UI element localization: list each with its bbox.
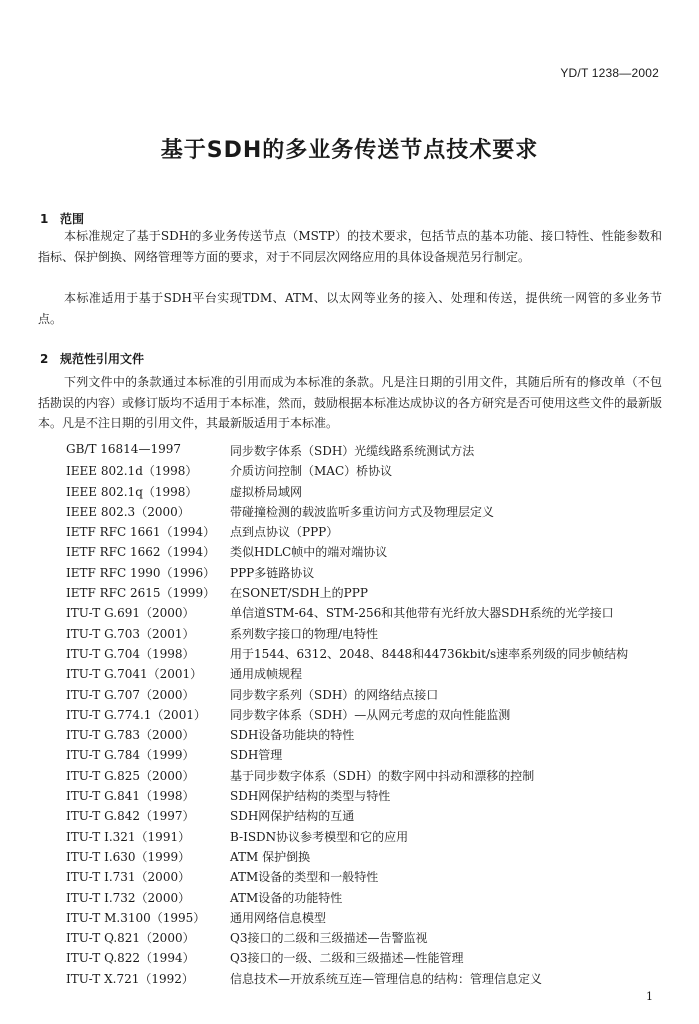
- reference-title: ATM 保护倒换: [230, 849, 311, 864]
- reference-title: 点到点协议（PPP）: [230, 525, 339, 540]
- reference-item: [66, 909, 666, 929]
- reference-code: ITU-T G.842（1997）: [66, 809, 195, 824]
- reference-code: ITU-T G.783（2000）: [66, 728, 195, 743]
- reference-title: 同步数字系列（SDH）的网络结点接口: [230, 687, 439, 702]
- reference-item: [66, 787, 666, 807]
- document-title: 基于SDH的多业务传送节点技术要求: [160, 138, 539, 163]
- reference-title: SDH设备功能块的特性: [230, 728, 355, 743]
- reference-title: 虚拟桥局域网: [230, 484, 303, 499]
- reference-title: 类似HDLC帧中的端对端协议: [230, 545, 388, 560]
- reference-title: Q3接口的一级、二级和三级描述—性能管理: [230, 951, 464, 966]
- reference-title: 同步数字体系（SDH）—从网元考虑的双向性能监测: [230, 707, 511, 722]
- reference-code: ITU-T G.774.1（2001）: [66, 707, 206, 722]
- reference-code: ITU-T Q.822（1994）: [66, 951, 195, 966]
- reference-title: PPP多链路协议: [230, 565, 315, 580]
- section-title: 范围: [60, 212, 85, 226]
- reference-item: [66, 625, 666, 645]
- reference-title: Q3接口的二级和三级描述—告警监视: [230, 931, 428, 946]
- reference-code: IEEE 802.1d（1998）: [66, 464, 198, 479]
- reference-title: 在SONET/SDH上的PPP: [230, 586, 368, 601]
- reference-title: 同步数字体系（SDH）光缆线路系统测试方法: [230, 444, 475, 458]
- reference-code: ITU-T I.321（1991）: [66, 829, 191, 844]
- reference-list: [66, 442, 666, 990]
- reference-code: ITU-T I.731（2000）: [66, 870, 191, 885]
- reference-title: SDH网保护结构的互通: [230, 809, 355, 824]
- reference-code: ITU-T G.825（2000）: [66, 768, 195, 783]
- reference-code: ITU-T I.732（2000）: [66, 890, 191, 905]
- reference-item: [66, 970, 666, 990]
- reference-item: [66, 442, 666, 462]
- reference-item: [66, 746, 666, 766]
- reference-title: 系列数字接口的物理/电特性: [230, 626, 379, 641]
- reference-title: ATM设备的类型和一般特性: [230, 870, 379, 885]
- reference-item: [66, 848, 666, 868]
- reference-item: [66, 706, 666, 726]
- reference-item: [66, 807, 666, 827]
- reference-item: [66, 645, 666, 665]
- standard-number: YD/T 1238—2002: [560, 66, 659, 80]
- reference-item: [66, 889, 666, 909]
- references-intro-paragraph: 下列文件中的条款通过本标准的引用而成为本标准的条款。凡是注日期的引用文件，其随后所有的修改单（不包括勘误的内容）或修订版均不适用于本标准，然而，鼓励根据本标准达成协议的各方研究是否可使用这些文件的最新版本。凡是不注日期的引用文件，其最新版适用于本标准。: [38, 375, 663, 430]
- reference-title: ATM设备的功能特性: [230, 890, 343, 905]
- reference-code: IETF RFC 2615（1999）: [66, 586, 216, 601]
- reference-title: 信息技术—开放系统互连—管理信息的结构：管理信息定义: [230, 971, 543, 986]
- reference-item: [66, 767, 666, 787]
- reference-item: [66, 868, 666, 888]
- reference-title: 带碰撞检测的载波监听多重访问方式及物理层定义: [230, 504, 495, 519]
- reference-title: SDH管理: [230, 748, 283, 763]
- reference-item: [66, 584, 666, 604]
- reference-code: IETF RFC 1662（1994）: [66, 545, 216, 560]
- reference-code: ITU-T I.630（1999）: [66, 849, 191, 864]
- section-1-heading: [40, 210, 84, 227]
- reference-title: B-ISDN协议参考模型和它的应用: [230, 829, 409, 844]
- reference-code: ITU-T Q.821（2000）: [66, 931, 195, 946]
- reference-code: IEEE 802.3（2000）: [66, 504, 190, 519]
- section-number: 2: [40, 352, 49, 366]
- reference-code: ITU-T G.691（2000）: [66, 606, 195, 621]
- reference-title: 基于同步数字体系（SDH）的数字网中抖动和漂移的控制: [230, 768, 535, 783]
- reference-item: [66, 828, 666, 848]
- reference-code: IEEE 802.1q（1998）: [66, 484, 198, 499]
- reference-code: ITU-T M.3100（1995）: [66, 910, 206, 925]
- reference-item: [66, 726, 666, 746]
- reference-code: IETF RFC 1661（1994）: [66, 525, 216, 540]
- reference-item: [66, 929, 666, 949]
- section-title: 规范性引用文件: [60, 352, 145, 366]
- reference-code: ITU-T G.704（1998）: [66, 646, 195, 661]
- reference-title: SDH网保护结构的类型与特性: [230, 789, 391, 804]
- page-number: 1: [646, 990, 653, 1003]
- reference-code: ITU-T X.721（1992）: [66, 971, 194, 986]
- scope-paragraph-1: 本标准规定了基于SDH的多业务传送节点（MSTP）的技术要求，包括节点的基本功能、接口特性、性能参数和指标、保护倒换、网络管理等方面的要求，对于不同层次网络应用的具体设备规范另行制定。: [38, 229, 662, 264]
- reference-item: [66, 483, 666, 503]
- reference-title: 单信道STM-64、STM-256和其他带有光纤放大器SDH系统的光学接口: [230, 606, 614, 621]
- reference-item: [66, 462, 666, 482]
- reference-title: 通用成帧规程: [230, 667, 303, 682]
- reference-code: ITU-T G.841（1998）: [66, 789, 195, 804]
- reference-code: GB/T 16814—1997: [66, 442, 181, 456]
- scope-paragraph-2: 本标准适用于基于SDH平台实现TDM、ATM、以太网等业务的接入、处理和传送，提供统一网管的多业务节点。: [38, 291, 662, 326]
- reference-code: IETF RFC 1990（1996）: [66, 565, 216, 580]
- reference-item: [66, 503, 666, 523]
- reference-code: ITU-T G.703（2001）: [66, 626, 195, 641]
- reference-title: 用于1544、6312、2048、8448和44736kbit/s速率系列级的同步帧结构: [230, 646, 629, 661]
- section-2-heading: [40, 350, 144, 367]
- reference-code: ITU-T G.784（1999）: [66, 748, 195, 763]
- reference-item: [66, 564, 666, 584]
- reference-code: ITU-T G.707（2000）: [66, 687, 195, 702]
- reference-item: [66, 665, 666, 685]
- section-number: 1: [40, 212, 49, 226]
- reference-item: [66, 949, 666, 969]
- reference-item: [66, 604, 666, 624]
- reference-code: ITU-T G.7041（2001）: [66, 667, 203, 682]
- reference-title: 通用网络信息模型: [230, 910, 327, 925]
- reference-item: [66, 523, 666, 543]
- reference-item: [66, 543, 666, 563]
- reference-item: [66, 686, 666, 706]
- reference-title: 介质访问控制（MAC）桥协议: [230, 464, 393, 479]
